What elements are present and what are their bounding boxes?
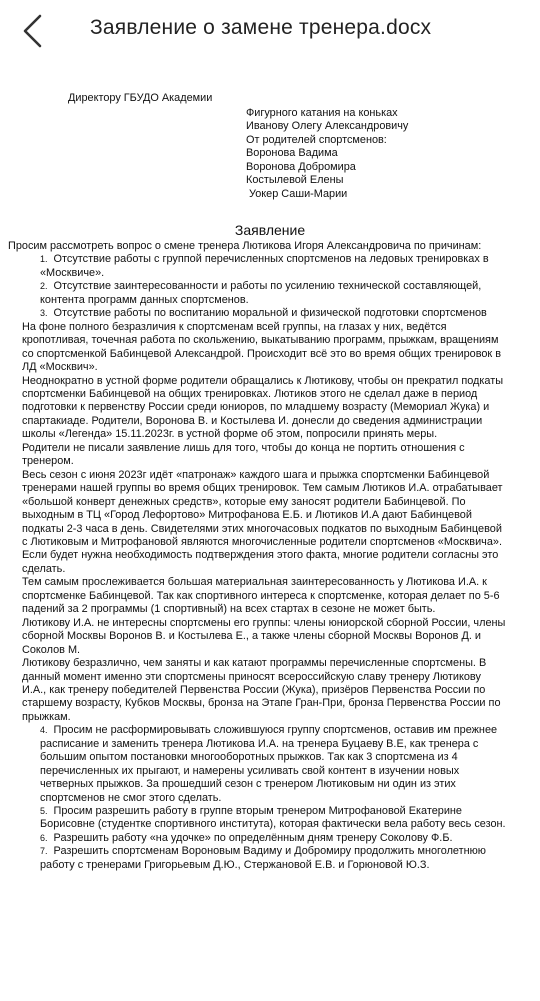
- document-body: [8, 240, 508, 872]
- recipient-line: Иванову Олегу Александровичу: [246, 120, 409, 133]
- recipient-line: Фигурного катания на коньках: [246, 107, 398, 119]
- request-item: [8, 805, 508, 832]
- document-title: Заявление о замене тренера.docx: [90, 16, 432, 39]
- list-number: 3.: [40, 308, 48, 319]
- recipient-line: Костылевой Елены: [246, 174, 344, 187]
- document-heading: Заявление: [234, 222, 306, 238]
- recipient-first-line: Директору ГБУДО Академии: [68, 92, 213, 104]
- reason-item: [8, 307, 508, 320]
- reason-item: [8, 280, 508, 307]
- list-text: Просим разрешить работу в группе вторым тренером Митрофановой Екатерине Борисовне (студентке спортивного института), которая фактически вела работу весь сезон.: [40, 805, 506, 831]
- intro-paragraph: Просим рассмотреть вопрос о смене тренера Лютикова Игоря Александровича по причинам:: [8, 240, 482, 252]
- recipient-line: Воронова Добромира: [246, 160, 356, 173]
- reason-item: [8, 253, 508, 280]
- body-paragraph: На фоне полного безразличия к спортсменам всей группы, на глазах у них, ведётся кропотливая, точечная работа по скольжению, выкатыванию программ, прыжкам, вращениям со спортсменкой Бабинцевой Александрой. Происходит всё это во время общих тренировок в ЛД «Москвич».: [22, 320, 502, 374]
- back-button[interactable]: [14, 12, 54, 52]
- list-text: Отсутствие работы с группой перечисленных спортсменов на ледовых тренировках в «Москвиче».: [40, 253, 489, 279]
- body-paragraph: Лютикову безразлично, чем заняты и как катают программы перечисленные спортсмены. В данный момент именно эти спортсмены приносят всероссийскую славу тренеру Лютикову И.А., как тренеру победителей Первенства России (Жука), призёров Первенства России по старшему возрасту, Кубков Москвы, бронза на Этапе Гран-При, бронза Первенства России по прыжкам.: [22, 657, 501, 723]
- body-paragraph: Неоднократно в устной форме родители обращались к Лютикову, чтобы он прекратил подкаты спортсменки Бабинцевой на общих тренировках. Лютиков этого не сделал даже в период подготовки к первенству России среди юниоров, по младшему возрасту (Мемориал Жука) и спартакиаде. Родители, Воронова В. и Костылева И. донесли до сведения администрации школы «Легенда» 15.11.2023г. в устной форме об этом, попросили принять меры.: [22, 374, 504, 441]
- list-text: Отсутствие заинтересованности и работы по усилению технической составляющей, контента программ данных спортсменов.: [40, 280, 482, 306]
- recipient-line: От родителей спортсменов:: [246, 133, 387, 146]
- body-paragraph: Родители не писали заявление лишь для того, чтобы до конца не портить отношения с тренером.: [22, 441, 465, 468]
- list-text: Отсутствие работы по воспитанию моральной и физической подготовки спортсменов: [53, 307, 487, 320]
- recipient-block: [246, 107, 408, 201]
- document-page[interactable]: [0, 66, 540, 1001]
- list-number: 6.: [40, 832, 48, 843]
- body-paragraph: Весь сезон с июня 2023г идёт «патронаж» каждого шага и прыжка спортсменки Бабинцевой тренерами нашей группы во время общих тренировок. Тем самым Лютиков И.А. отрабатывает «большой конверт денежных средств», которые ему заносят родители Бабинцевой. По выходным в ТЦ «Город Лефортово» Митрофанова Е.Б. и Лютиков И.А дают Бабинцевой подкаты 2-3 часа в день. Свидетелями этих многочасовых подкатов по выходным Бабинцевой с Лютиковым и Митрофановой являются многочисленные родители спортсменов «Москвича». Если будет нужна необходимость подтверждения этого факта, многие родители согласны это сделать.: [22, 468, 503, 575]
- app-header: [0, 0, 540, 66]
- list-text: Просим не расформировывать сложившуюся группу спортсменов, оставив им прежнее расписание и заменить тренера Лютикова И.А. на тренера Буцаеву В.Е, как тренера с большим опытом постановки многооборотных прыжков. Так как 3 спортсмена из 4 перечисленных их прыгают, и намерены усиливать свой контент в изучении новых четверных прыжков. За прошедший сезон с тренером Лютиковым ни один из этих спортсменов не смог этого сделать.: [40, 724, 498, 804]
- body-paragraph: Тем самым прослеживается большая материальная заинтересованность у Лютикова И.А. к спортсменке Бабинцевой. Так как спортивного интереса к спортсменке, которая делает по 5-6 падений за 2 программы (1 спортивный) на всех стартах в сезоне не может быть.: [22, 576, 500, 616]
- list-number: 4.: [40, 725, 48, 736]
- list-number: 5.: [40, 806, 48, 817]
- list-number: 1.: [40, 254, 48, 265]
- list-number: 2.: [40, 281, 48, 292]
- chevron-left-icon: [14, 12, 54, 52]
- request-item: [8, 832, 508, 845]
- recipient-line: Вороновa Вадима: [246, 147, 338, 160]
- recipient-line: Уокер Саши-Марии: [246, 187, 348, 200]
- body-paragraph: Лютикову И.А. не интересны спортсмены его группы: члены юниорской сборной России, члены сборной Москвы Воронов В. и Костылева Е., а также члены сборной Москвы Воронов Д. и Соколов М.: [22, 616, 506, 656]
- list-text: Разрешить спортсменам Вороновым Вадиму и Добромиру продолжить многолетнюю работу с тренерами Григорьевым Д.Ю., Стержановой Е.В. и Горюновой Ю.З.: [40, 845, 486, 871]
- list-text: Разрешить работу «на удочке» по определённым дням тренеру Соколову Ф.Б.: [53, 831, 453, 844]
- request-item: [8, 724, 508, 805]
- list-number: 7.: [40, 846, 48, 857]
- request-item: [8, 845, 508, 872]
